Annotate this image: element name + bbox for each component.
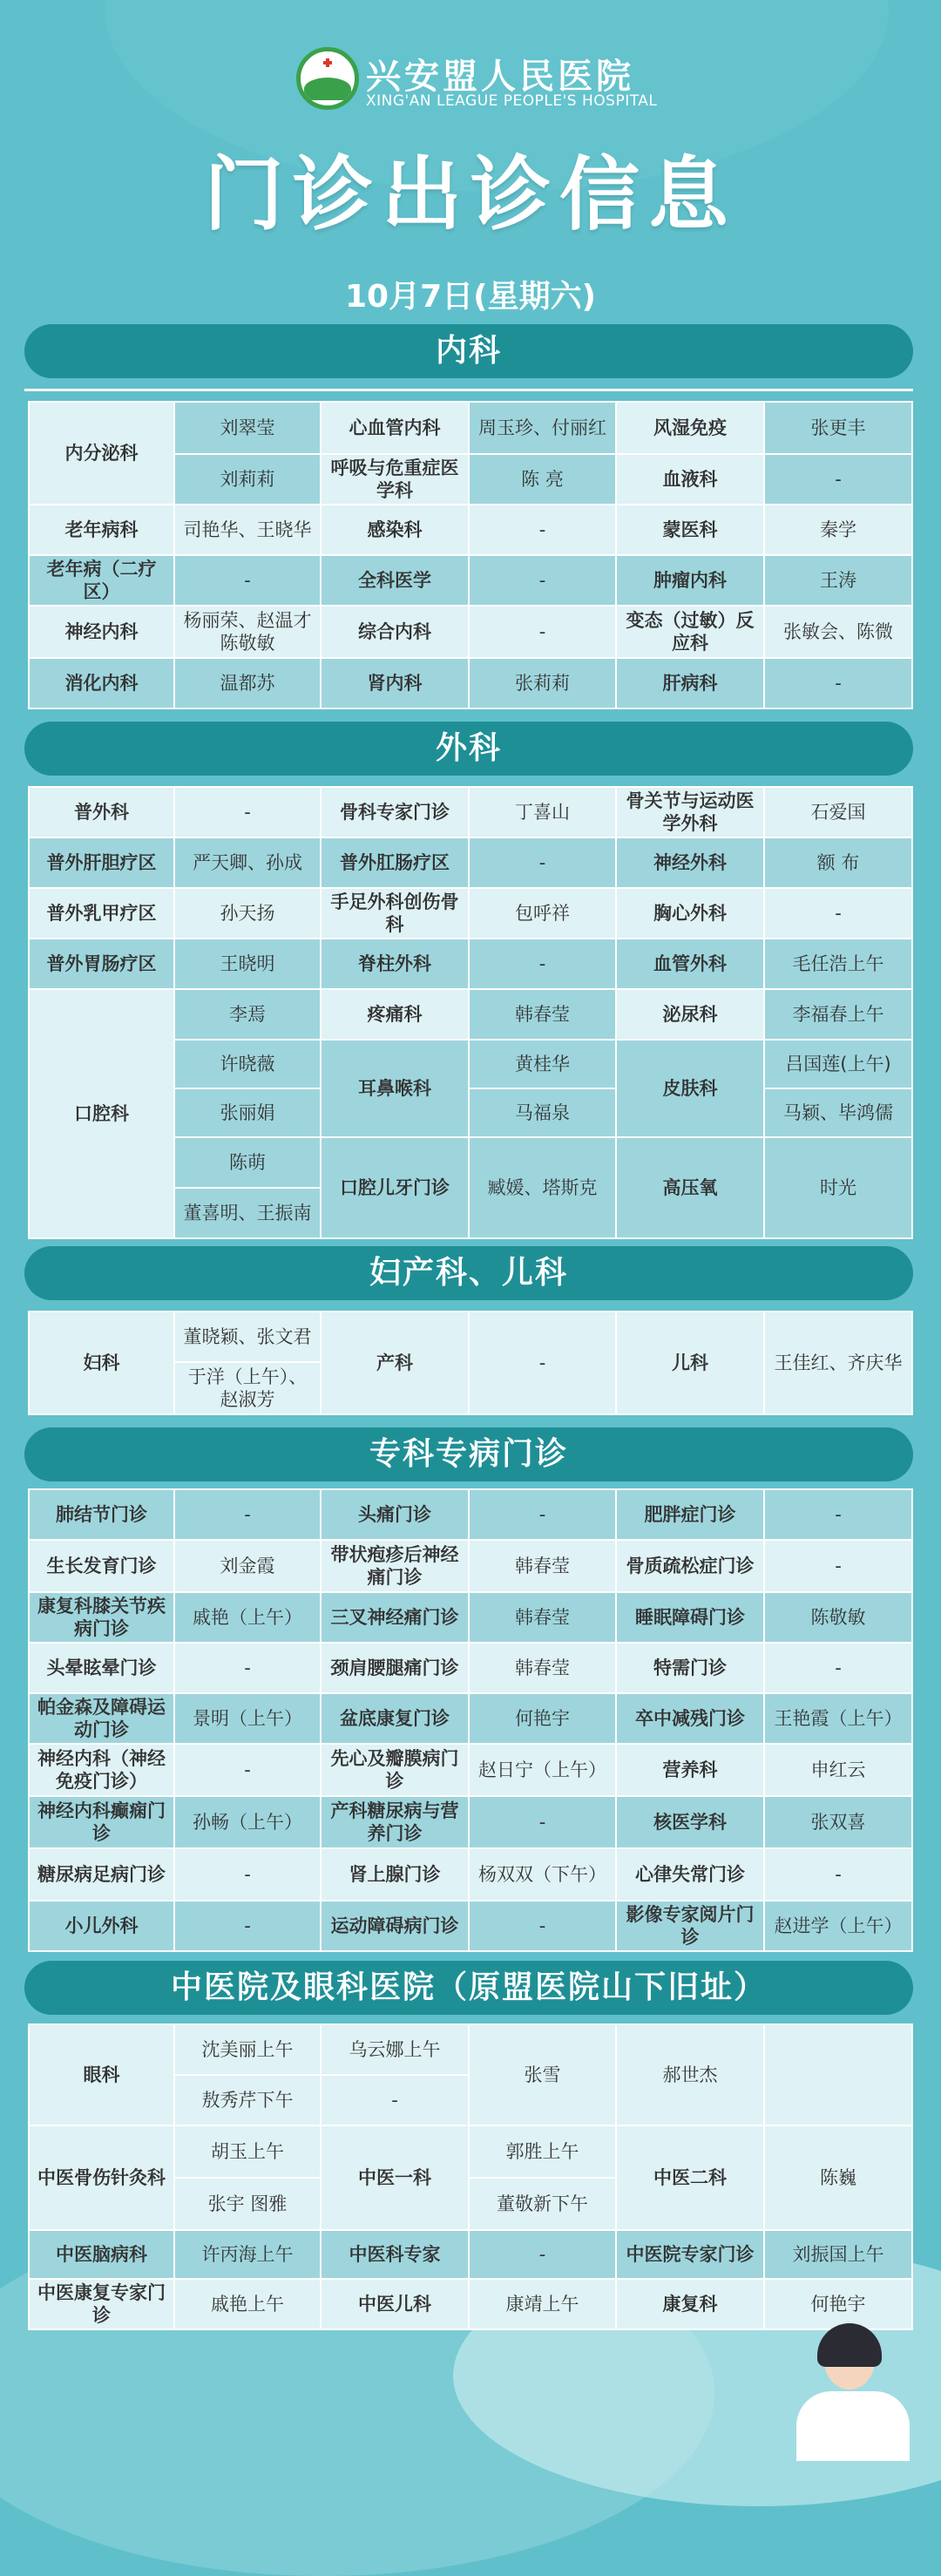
dept-cell: 神经内科（神经免疫门诊） [29,1744,174,1796]
doctor-cell: 申红云 [764,1744,912,1796]
doctor-cell: 张雪 [469,2024,616,2125]
dept-cell: 蒙医科 [616,505,764,555]
doctor-cell: 胡玉上午 [174,2125,321,2178]
dept-cell: 心律失常门诊 [616,1848,764,1901]
doctor-cell: 司艳华、王晓华 [174,505,321,555]
doctor-cell: 张莉莉 [469,658,616,708]
neike-table [28,401,913,709]
dept-cell: 肺结节门诊 [29,1489,174,1540]
doctor-cell: 刘金霞 [174,1540,321,1592]
fuer-table [28,1311,913,1415]
doctor-cell: 郭胜上午 [469,2125,616,2178]
doctor-cell: 韩春莹 [469,989,616,1040]
dept-cell: 神经内科 [29,606,174,658]
dept-cell: 中医康复专家门诊 [29,2279,174,2329]
dept-cell: 变态（过敏）反应科 [616,606,764,658]
doctor-cell: 陈敬敏 [764,1592,912,1643]
dept-cell: 综合内科 [321,606,469,658]
dept-cell: 中医骨伤针灸科 [29,2125,174,2230]
dept-cell: 普外乳甲疗区 [29,888,174,939]
doctor-cell: - [764,658,912,708]
doctor-cell: 温都苏 [174,658,321,708]
dept-cell: 肾内科 [321,658,469,708]
dept-cell: 神经内科癫痫门诊 [29,1796,174,1848]
doctor-cell: 刘莉莉 [174,454,321,505]
doctor-cell: 董喜明、王振南 [174,1188,321,1238]
section-divider [24,389,913,391]
doctor-cell: 乌云娜上午 [321,2024,469,2075]
doctor-cell: 王佳红、齐庆华 [764,1312,912,1414]
dept-cell: 影像专家阅片门诊 [616,1901,764,1951]
dept-cell: 运动障碍病门诊 [321,1901,469,1951]
doctor-cell: - [469,939,616,989]
dept-cell: 中医二科 [616,2125,764,2230]
dept-cell: 帕金森及障碍运动门诊 [29,1693,174,1744]
doctor-cell: 何艳宇 [469,1693,616,1744]
section-title-waike: 外科 [24,722,913,776]
dept-cell: 血液科 [616,454,764,505]
hospital-name: 兴安盟人民医院 [366,57,634,97]
doctor-cell: 李福春上午 [764,989,912,1040]
dept-cell: 中医一科 [321,2125,469,2230]
dept-cell: 普外肝胆疗区 [29,837,174,888]
dept-cell: 特需门诊 [616,1643,764,1693]
doctor-cell: - [174,1744,321,1796]
doctor-cell: 马福泉 [469,1088,616,1137]
dept-cell: 手足外科创伤骨科 [321,888,469,939]
dept-cell: 儿科 [616,1312,764,1414]
section-title-fuer: 妇产科、儿科 [24,1246,913,1300]
doctor-cell: - [174,787,321,837]
dept-cell: 风湿免疫 [616,402,764,454]
dept-cell: 产科糖尿病与营养门诊 [321,1796,469,1848]
doctor-cell: 陈萌 [174,1137,321,1188]
doctor-cell: 韩春莹 [469,1643,616,1693]
dept-cell: 感染科 [321,505,469,555]
doctor-cell: 赵进学（上午） [764,1901,912,1951]
doctor-cell: 许丙海上午 [174,2230,321,2279]
dept-cell: 胸心外科 [616,888,764,939]
doctor-cell: 丁喜山 [469,787,616,837]
dept-cell: 生长发育门诊 [29,1540,174,1592]
doctor-cell: 陈 亮 [469,454,616,505]
doctor-cell: - [469,2230,616,2279]
dept-cell: 骨科专家门诊 [321,787,469,837]
doctor-cell: 吕国莲(上午) [764,1040,912,1088]
doctor-cell: 孙畅（上午） [174,1796,321,1848]
doctor-cell: - [469,1489,616,1540]
doctor-cell: - [469,555,616,606]
doctor-cell: 董晓颖、张文君 [174,1312,321,1362]
doctor-cell: - [764,454,912,505]
doctor-cell: - [469,1312,616,1414]
doctor-cell: - [469,1901,616,1951]
dept-cell: 脊柱外科 [321,939,469,989]
dept-cell: 普外肛肠疗区 [321,837,469,888]
doctor-cell: - [469,606,616,658]
doctor-cell: 杨双双（下午） [469,1848,616,1901]
section-title-zhongyi: 中医院及眼科医院（原盟医院山下旧址） [24,1961,913,2015]
dept-cell: 高压氧 [616,1137,764,1238]
doctor-cell: 毛任浩上午 [764,939,912,989]
doctor-cell: 张双喜 [764,1796,912,1848]
dept-cell: 内分泌科 [29,402,174,505]
doctor-cell: 景明（上午） [174,1693,321,1744]
doctor-cell: - [764,1643,912,1693]
doctor-cell: 包呼祥 [469,888,616,939]
hospital-name-en: XING'AN LEAGUE PEOPLE'S HOSPITAL [366,92,658,110]
doctor-cell: 杨丽荣、赵温才 陈敬敏 [174,606,321,658]
doctor-cell: - [174,1643,321,1693]
dept-cell: 消化内科 [29,658,174,708]
dept-cell: 肝病科 [616,658,764,708]
waike-table [28,786,913,1239]
dept-cell: 康复科 [616,2279,764,2329]
doctor-cell: - [469,505,616,555]
dept-cell: 颈肩腰腿痛门诊 [321,1643,469,1693]
section-title-neike: 内科 [24,324,913,378]
doctor-cell: 王晓明 [174,939,321,989]
dept-cell: 产科 [321,1312,469,1414]
doctor-cell: - [321,2075,469,2125]
doctor-cell: - [469,837,616,888]
doctor-cell: 何艳宇 [764,2279,912,2329]
dept-cell: 肾上腺门诊 [321,1848,469,1901]
hospital-logo-icon [296,47,359,110]
doctor-cell: 臧媛、塔斯克 [469,1137,616,1238]
doctor-cell: 张宇 图雅 [174,2178,321,2230]
dept-cell: 妇科 [29,1312,174,1414]
doctor-cell: - [174,555,321,606]
doctor-cell: 敖秀芹下午 [174,2075,321,2125]
dept-cell: 泌尿科 [616,989,764,1040]
dept-cell: 口腔儿牙门诊 [321,1137,469,1238]
hospital-header [0,45,941,124]
doctor-cell: 马颖、毕鸿儒 [764,1088,912,1137]
zhongyi-table [28,2024,913,2330]
dept-cell: 中医儿科 [321,2279,469,2329]
dept-cell: 营养科 [616,1744,764,1796]
dept-cell: 肿瘤内科 [616,555,764,606]
dept-cell: 老年病（二疗区） [29,555,174,606]
doctor-cell: 李焉 [174,989,321,1040]
dept-cell: 老年病科 [29,505,174,555]
doctor-cell: 额 布 [764,837,912,888]
dept-cell: 头痛门诊 [321,1489,469,1540]
doctor-cell: 石爱国 [764,787,912,837]
dept-cell: 小儿外科 [29,1901,174,1951]
doctor-cell: 韩春莹 [469,1540,616,1592]
doctor-cell: 张更丰 [764,402,912,454]
doctor-cell: 周玉珍、付丽红 [469,402,616,454]
dept-cell: 皮肤科 [616,1040,764,1137]
doctor-cell: 张丽娟 [174,1088,321,1137]
dept-cell: 中医院专家门诊 [616,2230,764,2279]
dept-cell: 耳鼻喉科 [321,1040,469,1137]
dept-cell: 先心及瓣膜病门诊 [321,1744,469,1796]
dept-cell: 带状疱疹后神经痛门诊 [321,1540,469,1592]
doctor-cell: 陈巍 [764,2125,912,2230]
dept-cell: 头晕眩晕门诊 [29,1643,174,1693]
dept-cell: 中医脑病科 [29,2230,174,2279]
doctor-cell: 康靖上午 [469,2279,616,2329]
doctor-cell: 于洋（上午）、 赵淑芳 [174,1362,321,1414]
doctor-cell: 王涛 [764,555,912,606]
dept-cell: 骨质疏松症门诊 [616,1540,764,1592]
doctor-cell: - [764,888,912,939]
doctor-cell: - [469,1796,616,1848]
doctor-cell: 严天卿、孙成 [174,837,321,888]
doctor-cell: 董敬新下午 [469,2178,616,2230]
dept-cell: 疼痛科 [321,989,469,1040]
dept-cell: 血管外科 [616,939,764,989]
doctor-cell: 戚艳上午 [174,2279,321,2329]
dept-cell: 口腔科 [29,989,174,1238]
doctor-cell: 王艳霞（上午） [764,1693,912,1744]
doctor-cell: 沈美丽上午 [174,2024,321,2075]
dept-cell: 眼科 [29,2024,174,2125]
doctor-cell: 刘振国上午 [764,2230,912,2279]
doctor-cell: 张敏会、陈微 [764,606,912,658]
doctor-cell: 戚艳（上午） [174,1592,321,1643]
doctor-illustration [779,2323,927,2454]
dept-cell: 三叉神经痛门诊 [321,1592,469,1643]
doctor-cell: 赵日宁（上午） [469,1744,616,1796]
zhuanke-table [28,1488,913,1952]
doctor-cell: - [764,1848,912,1901]
dept-cell: 呼吸与危重症医学科 [321,454,469,505]
doctor-cell: - [174,1901,321,1951]
dept-cell: 神经外科 [616,837,764,888]
schedule-date: 10月7日(星期六) [344,279,597,315]
dept-cell: 康复科膝关节疾病门诊 [29,1592,174,1643]
doctor-cell: 孙天扬 [174,888,321,939]
doctor-cell: - [174,1848,321,1901]
dept-cell: 中医科专家 [321,2230,469,2279]
empty-cell [764,2024,912,2125]
doctor-cell: - [764,1489,912,1540]
dept-cell: 盆底康复门诊 [321,1693,469,1744]
doctor-cell: 许晓薇 [174,1040,321,1088]
dept-cell: 肥胖症门诊 [616,1489,764,1540]
section-title-zhuanke: 专科专病门诊 [24,1427,913,1481]
doctor-cell: - [764,1540,912,1592]
page-title: 门诊出诊信息 [203,148,737,241]
doctor-cell: 刘翠莹 [174,402,321,454]
dept-cell: 卒中减残门诊 [616,1693,764,1744]
doctor-cell: 秦学 [764,505,912,555]
dept-cell: 心血管内科 [321,402,469,454]
doctor-cell: 时光 [764,1137,912,1238]
doctor-cell: 郝世杰 [616,2024,764,2125]
dept-cell: 普外胃肠疗区 [29,939,174,989]
dept-cell: 核医学科 [616,1796,764,1848]
dept-cell: 普外科 [29,787,174,837]
dept-cell: 骨关节与运动医学外科 [616,787,764,837]
dept-cell: 糖尿病足病门诊 [29,1848,174,1901]
doctor-cell: 黄桂华 [469,1040,616,1088]
doctor-cell: 韩春莹 [469,1592,616,1643]
dept-cell: 全科医学 [321,555,469,606]
doctor-cell: - [174,1489,321,1540]
dept-cell: 睡眠障碍门诊 [616,1592,764,1643]
